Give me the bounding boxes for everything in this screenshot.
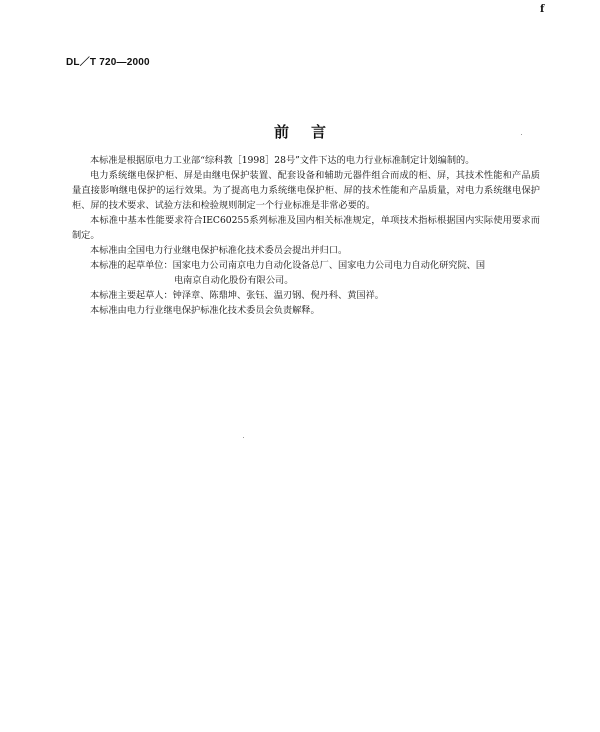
paragraph-interpretation: 本标准由电力行业继电保护标准化技术委员会负责解释。 xyxy=(90,305,320,316)
paragraph-compliance: 本标准中基本性能要求符合IEC60255系列标准及国内相关标准规定，单项技术指标根据国内实际使用要求而制定。 xyxy=(72,215,540,241)
scan-speck xyxy=(243,437,244,438)
paragraph-origin: 本标准是根据原电力工业部“综科教［1998］28号”文件下达的电力行业标准制定计划编制的。 xyxy=(90,155,475,166)
paragraph-drafters: 本标准主要起草人：钟泽章、陈鼎坤、张钰、温刃钢、倪丹科、黄国祥。 xyxy=(90,290,384,301)
paragraph-purpose: 电力系统继电保护柜、屏是由继电保护装置、配套设备和辅助元器件组合而成的柜、屏，其技术性能和产品质量直接影响继电保护的运行效果。为了提高电力系统继电保护柜、屏的技术性能和产品质量，对电力系统继电保护柜、屏的技术要求、试验方法和检验规则制定一个行业标准是非常必要的。 xyxy=(72,170,540,211)
drafting-units-line1: 本标准的起草单位：国家电力公司南京电力自动化设备总厂、国家电力公司电力自动化研究院、国 xyxy=(90,260,486,271)
paragraph-proposer: 本标准由全国电力行业继电保护标准化技术委员会提出并归口。 xyxy=(90,245,348,256)
foreword-body xyxy=(72,153,540,318)
drafting-units-line2: 电南京自动化股份有限公司。 xyxy=(174,275,294,286)
corner-mark: f xyxy=(540,4,545,15)
standard-code: DL／T 720—2000 xyxy=(66,57,150,68)
page-title: 前言 xyxy=(273,123,348,141)
scan-speck xyxy=(521,134,522,135)
